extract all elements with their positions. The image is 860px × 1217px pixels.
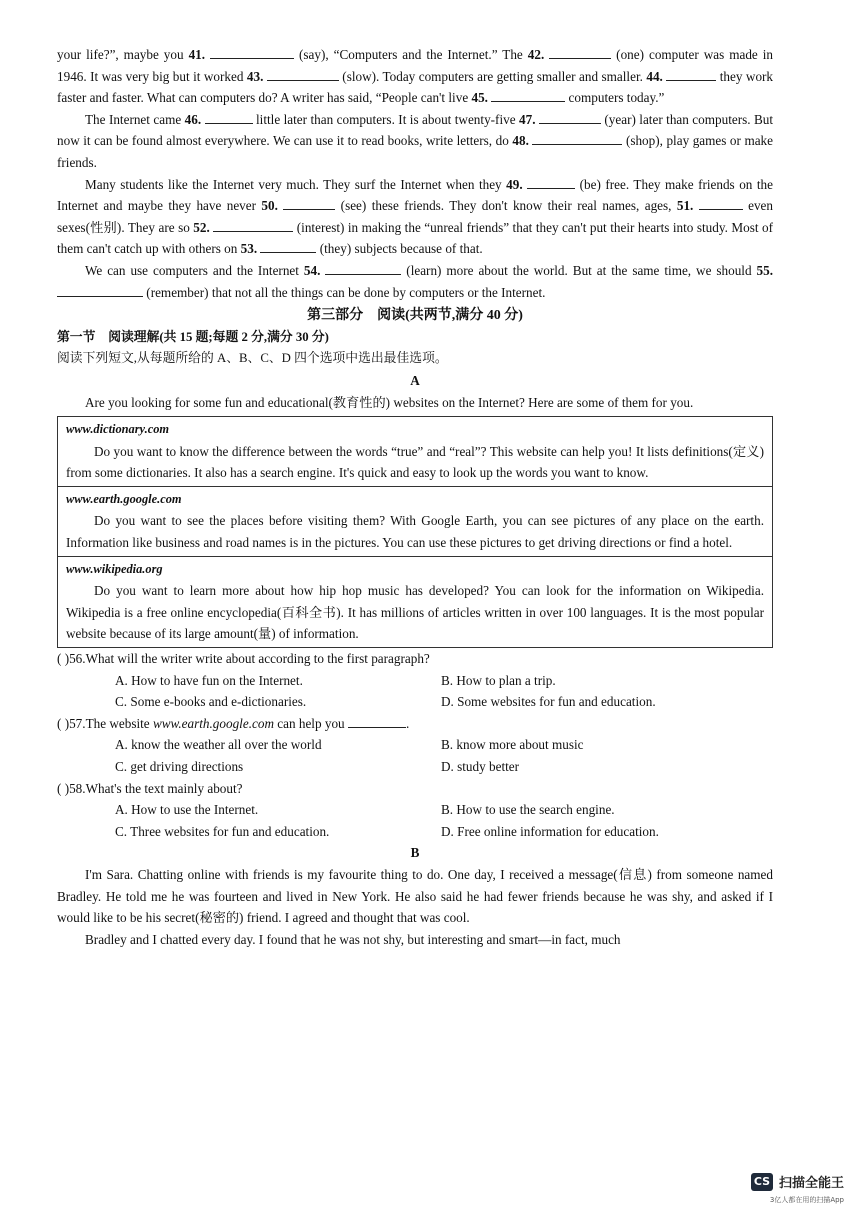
blank-55[interactable] [57, 283, 143, 297]
website-box [58, 486, 773, 556]
website-description: Do you want to learn more about how hip hop music has developed? You can look for the information on Wikipedia. Wikipedia is a free online encyclopedia(百科全书). It has millions of articles written in over 100 languages. It is the most popular website because of its large amount(量) of information. [66, 583, 764, 642]
passage-b-paragraph-2: Bradley and I chatted every day. I found that he was not shy, but interesting and smart—in fact, much [85, 931, 621, 947]
blank-number-52: 52. [193, 219, 210, 235]
passage-b-letter: B [410, 845, 420, 861]
question-57: ( )57.The website www.earth.google.com can help you . A. know the weather all over the world B. know more about music C. get driving directions D. study better [57, 713, 773, 778]
blank-54[interactable] [325, 261, 401, 275]
blank-51[interactable] [699, 196, 743, 210]
camscanner-logo-icon: CS [751, 1173, 773, 1191]
section1-title: 第一节 阅读理解(共 15 题;每题 2 分,满分 30 分) [57, 329, 329, 344]
blank-number-53: 53. [240, 241, 258, 257]
blank-number-44: 44. [646, 68, 663, 84]
option-a[interactable]: A. know the weather all over the world [115, 737, 322, 753]
blank-number-49: 49. [506, 176, 523, 192]
question-number[interactable]: ( )58. [57, 780, 86, 796]
blank-number-47: 47. [519, 111, 536, 127]
blank-46[interactable] [205, 110, 253, 124]
blank-number-42: 42. [527, 47, 545, 62]
blank-number-48: 48. [512, 133, 529, 149]
blank-number-50: 50. [261, 198, 278, 214]
blank-number-54: 54. [303, 262, 321, 278]
website-url: www.dictionary.com [66, 422, 170, 437]
blank-number-45: 45. [471, 90, 488, 106]
website-description: Do you want to know the difference between the words “true” and “real”? This website can help you! It lists definitions(定义) from some dictionaries. It also has a search engine. It's quick and easy to look up the words you want to know. [66, 443, 764, 481]
option-b[interactable]: B. How to plan a trip. [441, 672, 556, 688]
passage-a-letter: A [410, 372, 420, 388]
option-a[interactable]: A. How to use the Internet. [115, 802, 259, 818]
blank-45[interactable] [491, 88, 565, 102]
option-c[interactable]: C. get driving directions [115, 759, 244, 774]
question-58 [57, 778, 773, 843]
blank-53[interactable] [260, 239, 316, 253]
question-stem: What will the writer write about according to the first paragraph? [85, 651, 430, 667]
blank-number-51: 51. [676, 198, 694, 214]
watermark-subtitle: 3亿人都在用的扫描App [769, 1196, 844, 1204]
website-description: Do you want to see the places before visiting them? With Google Earth, you can see pictures of any place on the earth. Information like business and road names is in the pictures. You can use these pictures to get driving directions or find a hotel. [66, 513, 764, 551]
option-b[interactable]: B. know more about music [441, 737, 584, 753]
option-d[interactable]: D. Free online information for education. [441, 823, 659, 839]
cloze-paragraph-2: The Internet came 46. little later than computers. It is about twenty-five 47. (year) later than computers. But now it can be found almost everywhere. We can use it to read books, write letters, do 48. (shop), play games or make friends. [57, 111, 774, 170]
question-blank[interactable] [348, 714, 406, 728]
website-box [58, 417, 773, 487]
exam-page [57, 44, 773, 950]
scanner-watermark [751, 1172, 844, 1191]
website-url: www.wikipedia.org [66, 561, 163, 576]
question-stem: What's the text mainly about? [85, 780, 243, 796]
blank-49[interactable] [527, 175, 575, 189]
blank-number-55: 55. [756, 262, 773, 278]
blank-number-43: 43. [246, 68, 264, 84]
blank-44[interactable] [666, 67, 716, 81]
question-56 [57, 648, 773, 713]
website-table [57, 416, 773, 648]
option-c[interactable]: C. Some e-books and e-dictionaries. [115, 694, 307, 710]
question-url: www.earth.google.com [152, 715, 274, 731]
passage-b-paragraph-1: I'm Sara. Chatting online with friends is my favourite thing to do. One day, I received a message(信息) from someone named Bradley. He told me he was fourteen and lived in New York. He also said he had fewer friends because he was shy, and asked if I would like to be his secret(秘密的) friend. I agreed and thought that was cool. [57, 866, 773, 926]
website-url: www.earth.google.com [66, 491, 182, 506]
option-a[interactable]: A. How to have fun on the Internet. [115, 672, 303, 688]
passage-a-intro: Are you looking for some fun and educational(教育性的) websites on the Internet? Here are some of them for you. [85, 394, 694, 410]
question-number[interactable]: ( )56. [57, 651, 86, 667]
cloze-paragraph-4: We can use computers and the Internet 54. (learn) more about the world. But at the same time, we should 55. (remember) that not all the things can be done by computers or the Internet. [57, 260, 773, 303]
blank-number-46: 46. [184, 111, 202, 127]
blank-52[interactable] [213, 218, 293, 232]
cloze-paragraph-3: Many students like the Internet very much. They surf the Internet when they 49. (be) free. They make friends on the Internet and maybe they have never 50. (see) these friends. They don't know their real names, ages, 51. even sexes(性别). They are so 52. (interest) in making the “unreal friends” that they can't put their hearts into study. Most of them can't catch up with others on 53. (they) subjects because of that. [57, 176, 774, 257]
part3-title: 第三部分 阅读(共两节,满分 40 分) [307, 308, 523, 324]
blank-41[interactable] [210, 45, 294, 59]
watermark-name: 扫描全能王 [778, 1176, 844, 1191]
option-c[interactable]: C. Three websites for fun and education. [115, 823, 330, 839]
blank-50[interactable] [283, 196, 335, 210]
blank-47[interactable] [539, 110, 601, 124]
website-box [58, 556, 773, 647]
option-b[interactable]: B. How to use the search engine. [441, 802, 615, 818]
blank-number-41: 41. [188, 47, 206, 62]
blank-48[interactable] [532, 131, 622, 145]
blank-42[interactable] [549, 45, 611, 59]
cloze-paragraph-1: your life?”, maybe you 41. (say), “Computers and the Internet.” The 42. (one) computer was made in 1946. It was very big but it worked 43. (slow). Today computers are getting smaller and smaller. 44. they work faster and faster. What can computers do? A writer has said, “People can't live 45. computers today.” [57, 47, 774, 106]
option-d[interactable]: D. study better [441, 759, 520, 774]
option-d[interactable]: D. Some websites for fun and education. [441, 694, 656, 710]
blank-43[interactable] [267, 67, 339, 81]
question-number[interactable]: ( )57. [57, 715, 86, 731]
reading-instruction: 阅读下列短文,从每题所给的 A、B、C、D 四个选项中选出最佳选项。 [57, 351, 448, 366]
